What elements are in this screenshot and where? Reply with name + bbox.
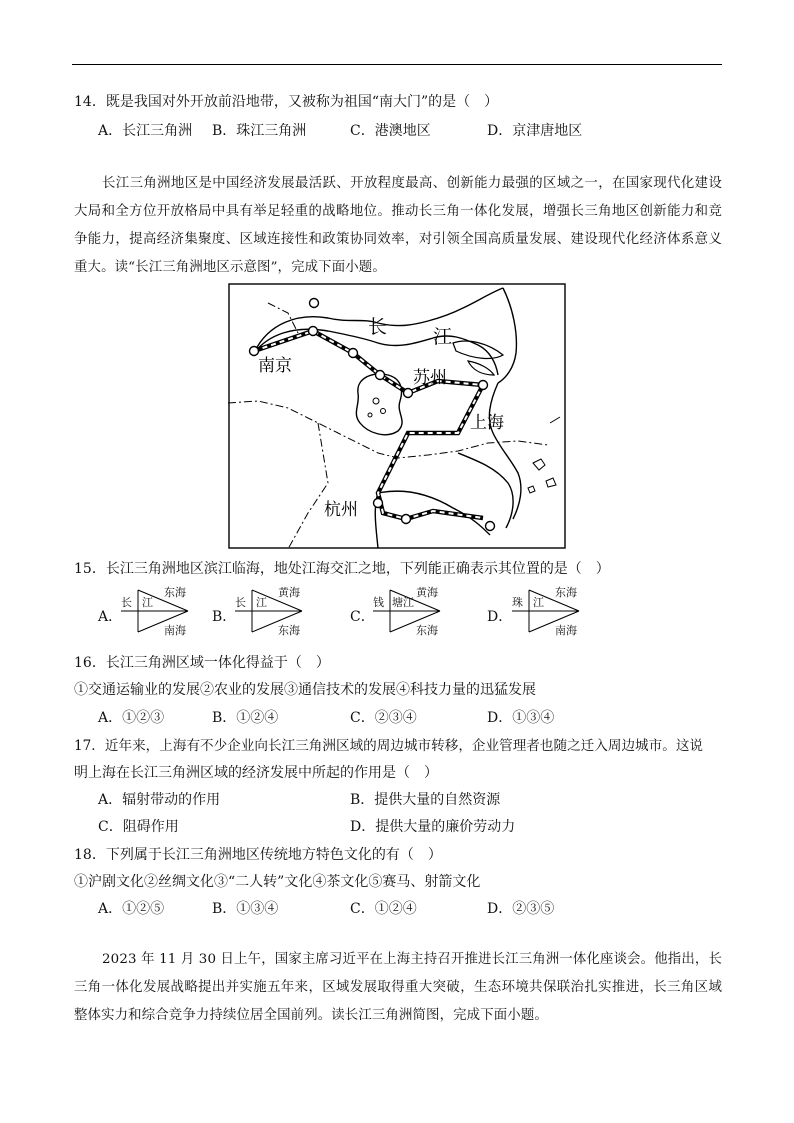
hangzhou-label: 杭州 [324,500,358,520]
q16-stem: 16．长江三角洲区域一体化得益于（ ） [74,655,330,671]
passage-2: 2023 年 11 月 30 日上午，国家主席习近平在上海主持召开推进长江三角洲一体化座谈会。他指出，长三角一体化发展战略提出并实施五年来，区域发展取得重大突破，生态环境共保联治扎实推进，长三角区域整体实力和综合竞争力持续位居全国前列。读长江三角洲简图，完成下面小题。 [74,952,722,1023]
q15-option-d-diagram [509,586,605,637]
q15-a-bottom-sea: 南海 [164,624,186,637]
q14-stem: 14．既是我国对外开放前沿地带，又被称为祖国“南大门”的是（ ） [74,94,499,110]
q15-option-a-diagram [118,586,214,637]
q14-option-d: D．京津唐地区 [487,123,583,139]
city-point-4 [376,371,385,380]
q14-option-a: A．长江三角洲 [98,123,193,139]
q16-option-c: C．②③④ [350,710,417,726]
q15-d-river-a: 珠 [512,596,523,609]
q15-d-river-b: 江 [533,596,544,609]
q15-a-top-sea: 东海 [164,586,186,599]
q17-option-d: D．提供大量的廉价劳动力 [350,819,516,835]
shanghai-label: 上海 [470,413,504,433]
q15-c-river-b: 塘江 [392,596,414,609]
q18-stem: 18．下列属于长江三角洲地区传统地方特色文化的有（ ） [74,847,442,863]
suzhou-label: 苏州 [413,368,447,388]
q17-option-b: B．提供大量的自然资源 [350,792,501,808]
q16-items: ①交通运输业的发展②农业的发展③通信技术的发展④科技力量的迅猛发展 [74,682,536,698]
header-rule [72,64,722,65]
q17-stem-line2: 明上海在长江三角洲区域的经济发展中所起的作用是（ ） [74,765,438,781]
q18-option-a: A．①②⑤ [98,901,165,917]
q16-option-a: A．①②③ [98,710,165,726]
q15-b-river-b: 江 [256,596,267,609]
nanjing-label: 南京 [258,356,292,376]
q17-option-a: A．辐射带动的作用 [98,792,221,808]
q15-a-river-a: 长 [121,596,132,609]
q18-option-c: C．①②④ [350,901,417,917]
q15-option-b-letter: B． [212,609,237,625]
river-char-jiang: 江 [433,326,453,348]
hangzhou-point [374,499,383,508]
q18-items: ①沪剧文化②丝绸文化③“二人转”文化④茶文化⑤赛马、射箭文化 [74,874,481,890]
suzhou-point [404,389,413,398]
q15-stem: 15．长江三角洲地区滨江临海，地处江海交汇之地，下列能正确表示其位置的是（ ） [74,561,610,577]
q15-b-bottom-sea: 东海 [278,624,300,637]
q17-stem-line1: 17．近年来，上海有不少企业向长江三角洲区域的周边城市转移，企业管理者也随之迁入周边城市。这说 [74,738,704,754]
q15-option-c-diagram [370,586,466,637]
q14-option-c: C．港澳地区 [350,123,431,139]
q15-option-d-letter: D． [487,609,513,625]
city-point-1 [310,299,319,308]
q15-c-top-sea: 黄海 [416,586,438,599]
passage-1: 长江三角洲地区是中国经济发展最活跃、开放程度最高、创新能力最强的区域之一，在国家现代化建设大局和全方位开放格局中具有举足轻重的战略地位。推动长三角一体化发展，增强长三角地区创新能力和竞争能力，提高经济集聚度、区域连接性和政策协同效率，对引领全国高质量发展、建设现代化经济体系意义重大。读“长江三角洲地区示意图”，完成下面小题。 [74,176,722,275]
q15-d-top-sea: 东海 [555,586,577,599]
q15-d-bottom-sea: 南海 [555,624,577,637]
shanghai-point [479,381,488,390]
q15-b-top-sea: 黄海 [278,586,300,599]
q15-c-river-a: 钱 [373,596,384,609]
city-point-6 [486,522,495,531]
q15-option-b-diagram [232,586,328,637]
city-point-5 [402,515,411,524]
q14-option-b: B．珠江三角洲 [212,123,307,139]
city-point-3 [349,349,358,358]
city-point-2 [309,327,318,336]
q15-b-river-a: 长 [235,596,246,609]
nanjing-point [250,347,259,356]
yangtze-delta-map [228,283,566,549]
river-char-chang: 长 [368,316,388,338]
q18-option-d: D．②③⑤ [487,901,555,917]
q15-c-bottom-sea: 东海 [416,624,438,637]
q17-option-c: C．阻碍作用 [98,819,179,835]
q16-option-b: B．①②④ [212,710,279,726]
q15-a-river-b: 江 [142,596,153,609]
q15-option-c-letter: C． [350,609,375,625]
q16-option-d: D．①③④ [487,710,555,726]
q18-option-b: B．①③④ [212,901,279,917]
q15-option-a-letter: A． [98,609,123,625]
